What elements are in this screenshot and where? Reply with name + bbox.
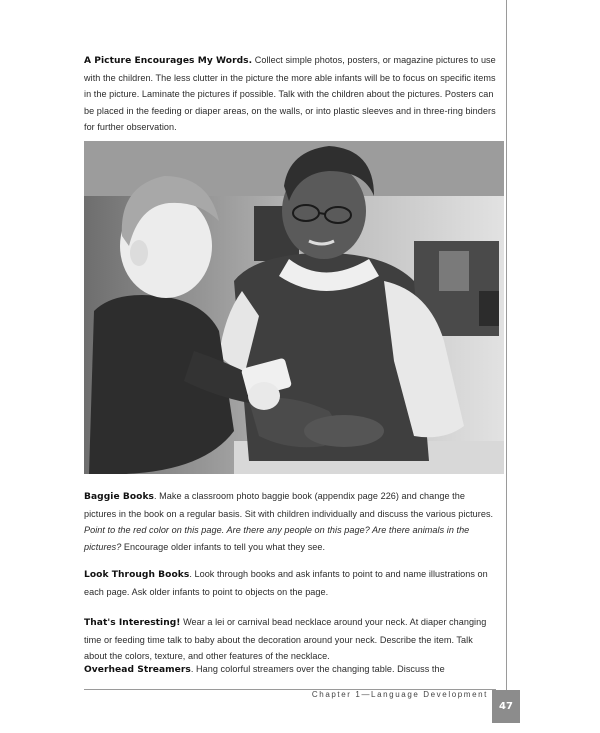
body-streamers: . Hang colorful streamers over the changing table. Discuss the <box>190 664 445 674</box>
body-baggie-1: . Make a classroom photo baggie book (appendix page 226) and change the pictures in the book on a regular basis. Sit with children individually and discuss the various pictures. <box>84 491 494 519</box>
paragraph-look <box>84 566 496 600</box>
heading-interesting: That's Interesting! <box>84 618 181 628</box>
paragraph-streamers <box>84 661 496 679</box>
body-baggie-italic: Point to the red color on this page. Are there any people on this page? Are there animals in the pictures? <box>84 525 470 552</box>
heading-streamers: Overhead Streamers <box>84 665 191 675</box>
page-edge-rule <box>506 0 507 690</box>
body-interesting: Wear a lei or carnival bead necklace around your neck. At diaper changing time or feeding time talk to baby about the decoration around your neck. Describe the item. Talk about the colors, texture, and other features of the necklace. <box>84 617 487 662</box>
heading-baggie: Baggie Books <box>84 492 155 502</box>
page-number: 47 <box>492 690 520 723</box>
chapter-label: Chapter 1—Language Development <box>311 690 488 699</box>
heading-picture: A Picture Encourages My Words. <box>84 56 253 66</box>
paragraph-interesting <box>84 614 496 665</box>
paragraph-baggie <box>84 488 496 555</box>
classroom-photo <box>84 141 504 474</box>
heading-look: Look Through Books <box>84 570 190 580</box>
paragraph-picture <box>84 52 496 136</box>
body-baggie-2: Encourage older infants to tell you what they see. <box>121 541 326 552</box>
photo-illustration <box>84 141 504 474</box>
body-picture: Collect simple photos, posters, or magazine pictures to use with the children. The less clutter in the picture the more able infants will be to focus on specific items in the picture. Laminate the pictures if possible. Talk with the children about the pictures. Posters can be placed in the feeding or diaper areas, on the walls, or into plastic sleeves and in three-ring binders for further observation. <box>84 55 496 133</box>
body-look: . Look through books and ask infants to point to and name illustrations on each page. Ask older infants to point to objects on the page. <box>84 569 488 597</box>
